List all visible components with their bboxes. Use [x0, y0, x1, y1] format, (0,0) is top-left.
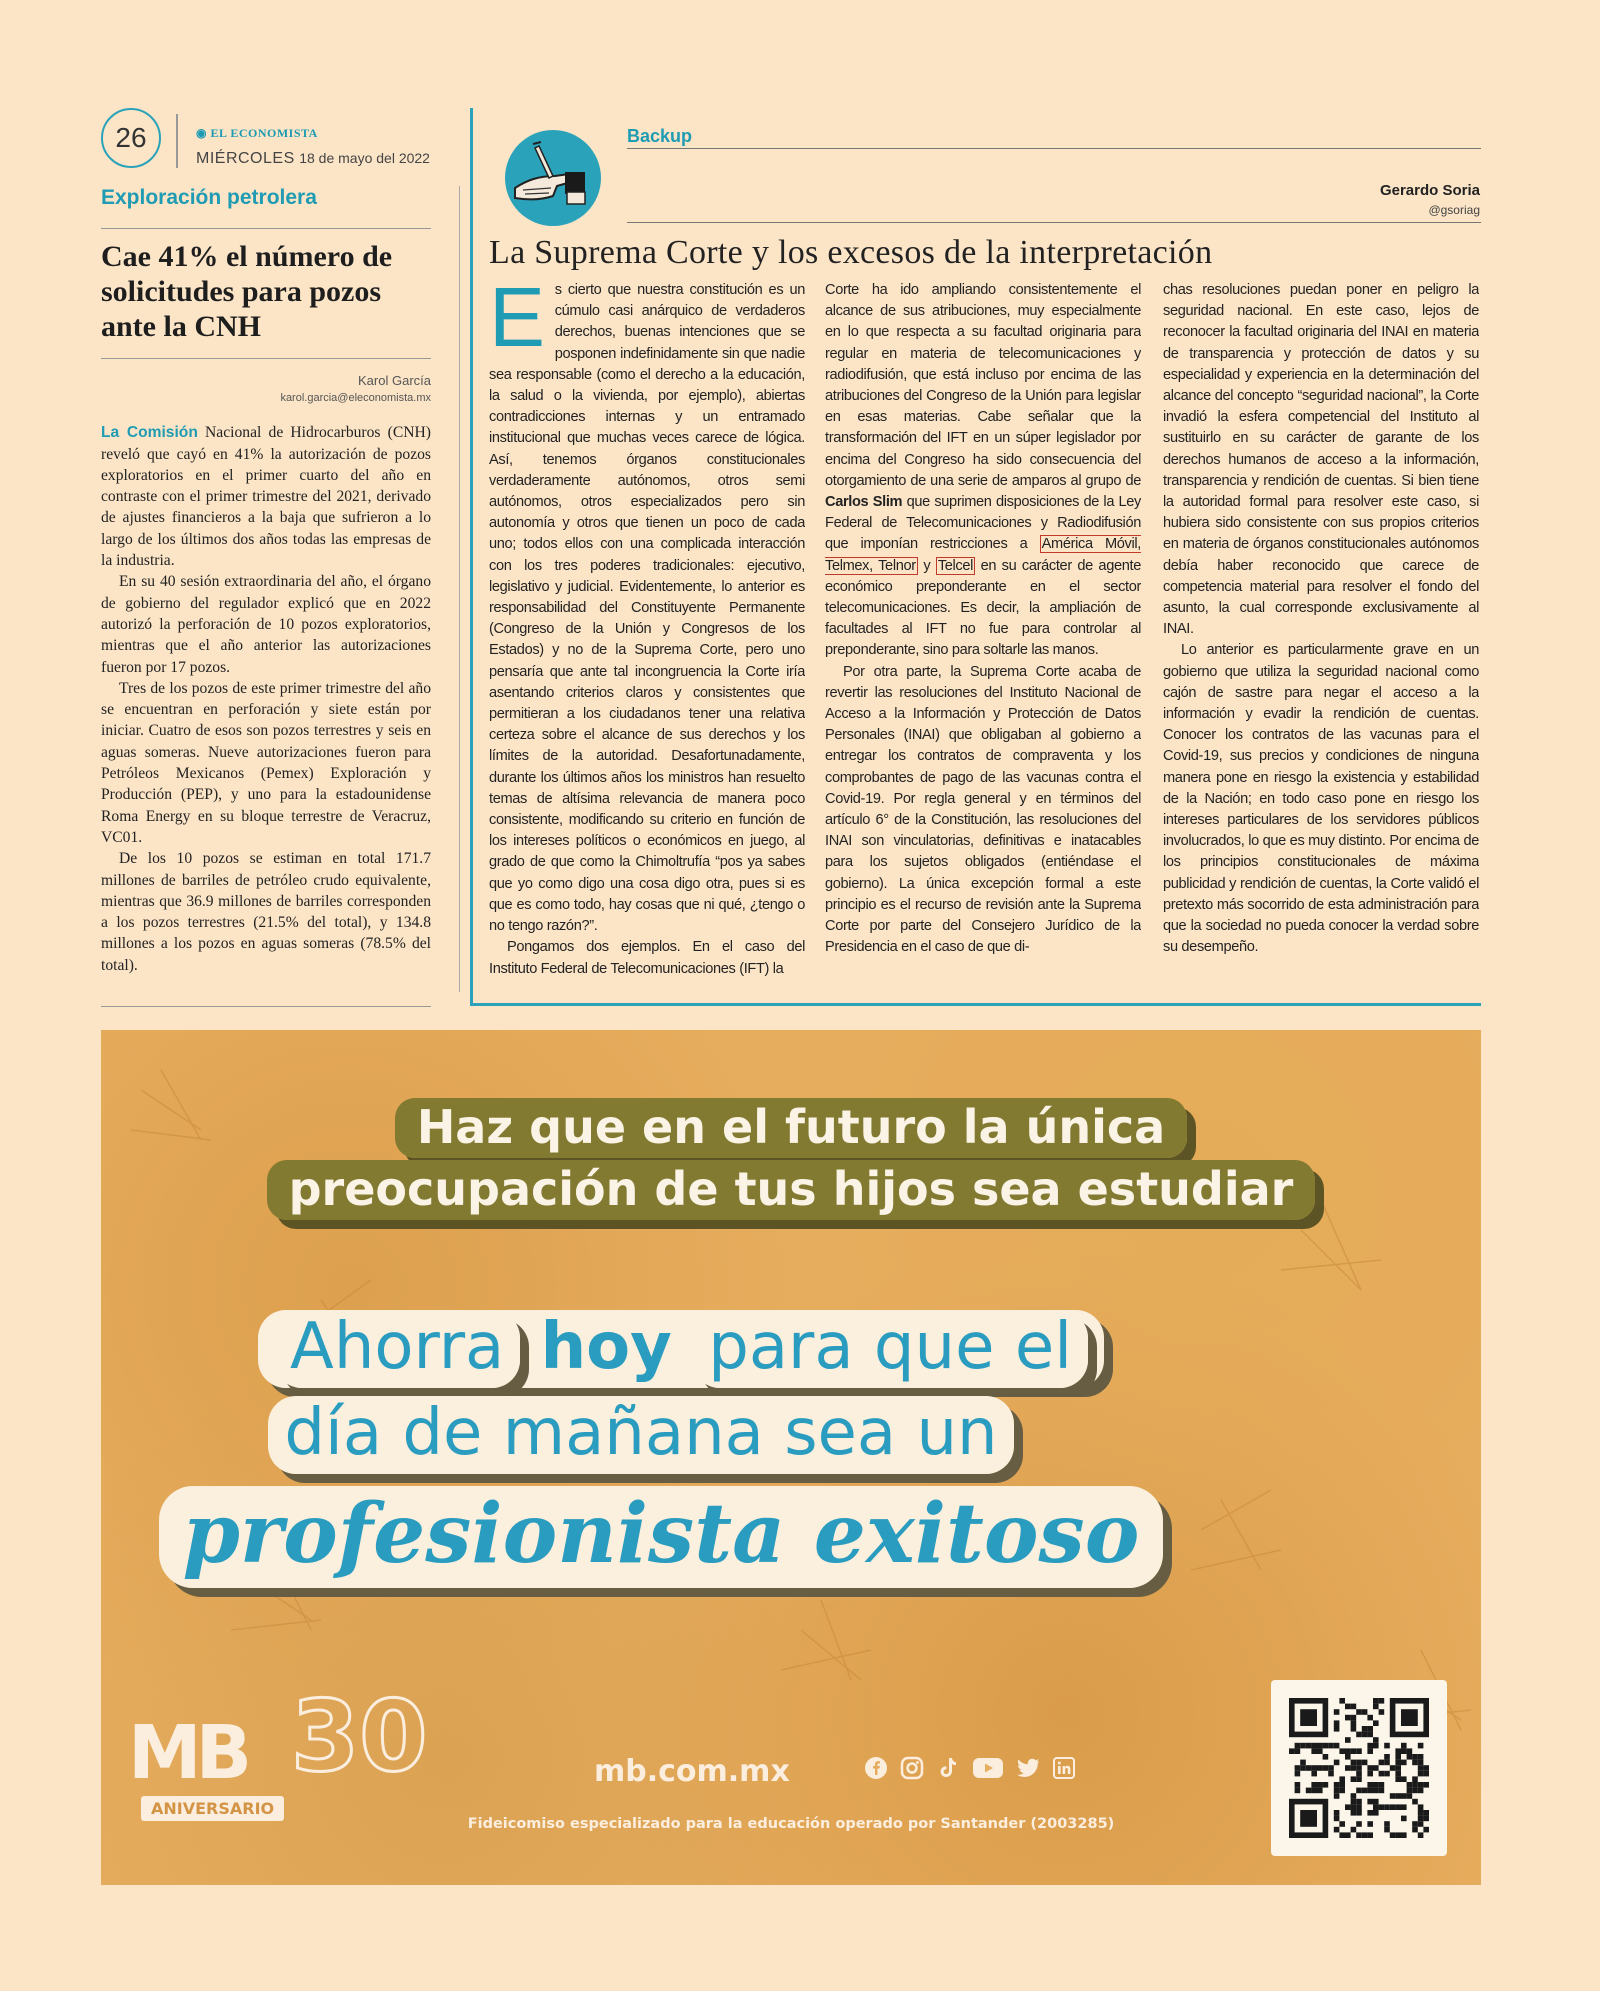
issue-weekday: MIÉRCOLES [196, 150, 295, 167]
facebook-icon[interactable] [863, 1755, 889, 1781]
column-author: Gerardo Soria [1379, 182, 1480, 199]
bold-name: Carlos Slim [825, 494, 903, 511]
header-divider [176, 114, 178, 168]
divider [101, 358, 431, 359]
page-number: 26 [101, 108, 161, 168]
column-text-2 [825, 280, 1141, 992]
body-paragraph: Lo anterior es particularmente grave en un gobierno que utiliza la seguridad nacional como cajón de sastre para negar el acceso a la información y evadir la rendición de cuentas. Conocer los contratos de las vacunas para el Covid-19, sus precios y condiciones de ninguna manera pone en riesgo la existencia y estabilidad de la Nación; en todo caso pone en riesgo los intereses particulares de los servidores públicos involucrados, lo que es muy distinto. Por encima de los principios constitucionales de máxima publicidad y rendición de cuentas, la Corte validó el pretexto más socorrido de esta administración para que la sociedad no pueda conocer la verdad sobre su desempeño. [1163, 642, 1479, 956]
instagram-icon[interactable] [899, 1755, 925, 1781]
left-article [101, 186, 431, 976]
section-label: Exploración petrolera [101, 186, 317, 209]
ad-fine-print: Fideicomiso especializado para la educación operado por Santander (2003285) [467, 1816, 1115, 1832]
body-paragraph: Tres de los pozos de este primer trimestre del año se encuentran en perforación y siete están por iniciar. Cuatro de esos son pozos terrestres y seis en aguas someras. Nueve autorizaciones fueron para Petróleos Mexicanos (Pemex) Exploración y Producción (PEP), y uno para la estadounidense Roma Energy en su bloque terrestre de Veracruz, VC01. [101, 679, 431, 846]
left-body [101, 422, 431, 976]
lead-paragraph: La Comisión Nacional de Hidrocarburos (CNH) reveló que cayó en 41% la autorización de pozos exploratorios en el primer cuarto del año en contraste con el primer trimestre del 2021, derivado de ajustes financieros a la baja que sufrieron a lo largo de los últimos dos años todas las empresas de la industria. [101, 424, 431, 570]
quill-hand-icon [505, 130, 601, 226]
social-icons [863, 1755, 1077, 1781]
body-paragraph: De los 10 pozos se estiman en total 171.7 millones de barriles de petróleo crudo equivalente, mientras que 36.9 millones de barriles corresponden a los pozos terrestres (21.5% del total), y 134.8 millones a los pozos en aguas someras (78.5% del total). [101, 850, 431, 974]
divider [627, 222, 1481, 223]
column-frame-bottom [470, 1003, 1481, 1006]
twitter-icon[interactable] [1015, 1755, 1041, 1781]
advertisement[interactable] [101, 1030, 1481, 1885]
column-text-3 [1163, 280, 1479, 992]
ad-headline-2: preocupación de tus hijos sea estudiar [101, 1162, 1481, 1216]
highlight-box: América Móvil, Telmex, Telnor [825, 536, 1141, 574]
mb-logo: MB [128, 1710, 247, 1796]
divider [101, 228, 431, 229]
column-separator [459, 186, 460, 992]
body-paragraph: Por otra parte, la Suprema Corte acaba de revertir las resoluciones del Instituto Nacional de Acceso a la Información y Protección de Datos Personales (INAI) que obligaban al gobierno a entregar los contratos de compraventa y los comprobantes de pago de las vacunas contra el Covid-19. Por regla general y en términos del artículo 6° de la Constitución, las resoluciones del INAI son vinculatorias, definitivas e inatacables para los sujetos obligados (entiéndase el gobierno). La única excepción formal a este principio es el recurso de revisión ante la Suprema Corte por parte del Consejero Jurídico de la Presidencia en el caso de que di- [825, 663, 1141, 956]
ad-slogan-2: día de mañana sea un [101, 1396, 1331, 1470]
highlight-box: Telcel [937, 557, 974, 574]
ad-slogan-1: Ahorra hoy para que el [101, 1310, 1371, 1384]
issue-day: 18 de mayo del 2022 [299, 150, 430, 166]
qr-code[interactable] [1271, 1680, 1447, 1856]
body-paragraph: chas resoluciones puedan poner en peligro la seguridad nacional. En este caso, lejos de reconocer la facultad originaria del INAI en materia de transparencia y protección de datos y su especialidad y experiencia en la determinación del alcance del concepto “seguridad nacional”, la Corte invadió la esfera competencial del Instituto al sustituirlo en su carácter de garante de los derechos humanos de acceso a la información, transparencia y rendición de cuentas. Si bien tiene la autoridad formal para resolver este caso, si hubiera sido consistente con sus propios criterios en materia de órganos constitucionales autónomos debía haber reconocido que carece de competencia material para resolver el fondo del asunto, la cual corresponde exclusivamente al INAI. [1163, 282, 1479, 638]
ad-slogan-script: profesionista exitoso [101, 1486, 1351, 1582]
newspaper-name: ◉ EL ECONOMISTA [196, 126, 318, 140]
ad-emphasis: hoy [540, 1310, 672, 1384]
tiktok-icon[interactable] [935, 1755, 961, 1781]
body-paragraph: Pongamos dos ejemplos. En el caso del Instituto Federal de Telecomunicaciones (IFT) la [489, 939, 805, 977]
body-paragraph: Es cierto que nuestra constitución es un cúmulo casi anárquico de verdaderos derechos, buenas intenciones que se posponen indefinidamente sin que nadie sea responsable (como el derecho a la educación, la salud o la vivienda, por ejemplo), abiertas contradicciones internas y un entramado institucional que muchas veces carece de lógica. Así, tenemos órganos constitucionales verdaderamente autónomos, otros semi autónomos, otros especializados pero sin autonomía y otros que tienen un poco de cada uno; todos ellos con una complicada interacción con los tres poderes tradicionales: ejecutivo, legislativo y judicial. Evidentemente, lo anterior es responsabilidad del Constituyente Permanente (Congreso de la Unión y Congresos de los Estados) y no de la Suprema Corte, pero uno pensaría que ante tal incongruencia la Corte iría asentando criterios claros y consistentes que permitieran a los ciudadanos tener una relativa certeza sobre el alcance de sus derechos y los límites de la autoridad. Desafortunadamente, durante los últimos años los ministros han resuelto temas de altísima relevancia de manera poco consistente, modificando su criterio en función de los intereses políticos o económicos en juego, al grado de que como la Chimoltrufía “pos ya sabes que yo como digo una cosa digo otra, pues si es que es como todo, hay cosas que ni qué, ¿tengo o no tengo razón?”. [489, 280, 805, 935]
divider [627, 148, 1481, 149]
divider [101, 1006, 431, 1007]
body-paragraph: En su 40 sesión extraordinaria del año, el órgano de gobierno del regulador explicó que en 2022 autorizó la perforación de 10 pozos exploratorios, mientras que el año anterior las autorizaciones fueron por 17 pozos. [101, 573, 431, 676]
ad-headline-1: Haz que en el futuro la única [101, 1100, 1481, 1154]
issue-date [196, 150, 430, 168]
qr-code-image [1271, 1680, 1447, 1856]
anniversary-label: ANIVERSARIO [141, 1796, 284, 1821]
anniversary-30-logo: 30 [291, 1680, 428, 1794]
lead-label: La Comisión [101, 424, 198, 442]
column-name: Backup [627, 126, 693, 146]
column-handle[interactable]: @gsoriag [1428, 203, 1480, 217]
left-author: Karol García [358, 373, 431, 389]
column-headline: La Suprema Corte y los excesos de la interpretación [489, 234, 1213, 271]
left-email[interactable]: karol.garcia@eleconomista.mx [280, 392, 431, 405]
ad-url[interactable]: mb.com.mx [594, 1754, 790, 1789]
drop-cap: E [489, 280, 545, 364]
left-headline: Cae 41% el número de solicitudes para pozos ante la CNH [101, 240, 393, 344]
body-paragraph: Corte ha ido ampliando consistentemente el alcance de sus atribuciones, muy especialmente en lo que respecta a su facultad originaria para regular en materia de telecomunicaciones y radiodifusión, que está incluso por encima de las atribuciones del Congreso de la Unión para legislar en esas materias. Cabe señalar que la transformación del IFT en un súper legislador por encima del Congreso ha sido consecuencia del otorgamiento de una serie de amparos al grupo de Carlos Slim que suprimen disposiciones de la Ley Federal de Telecomunicaciones y Radiodifusión que imponían restricciones a América Móvil, Telmex, Telnor y Telcel en su carácter de agente económico preponderante en el sector telecomunicaciones. Es decir, la ampliación de facultades al IFT no fue para controlar al preponderante, sino para soltarle las manos. [825, 282, 1141, 659]
youtube-icon[interactable] [971, 1755, 1005, 1781]
linkedin-icon[interactable] [1051, 1755, 1077, 1781]
column-text-1 [489, 280, 805, 992]
column-frame-left [470, 108, 473, 1004]
